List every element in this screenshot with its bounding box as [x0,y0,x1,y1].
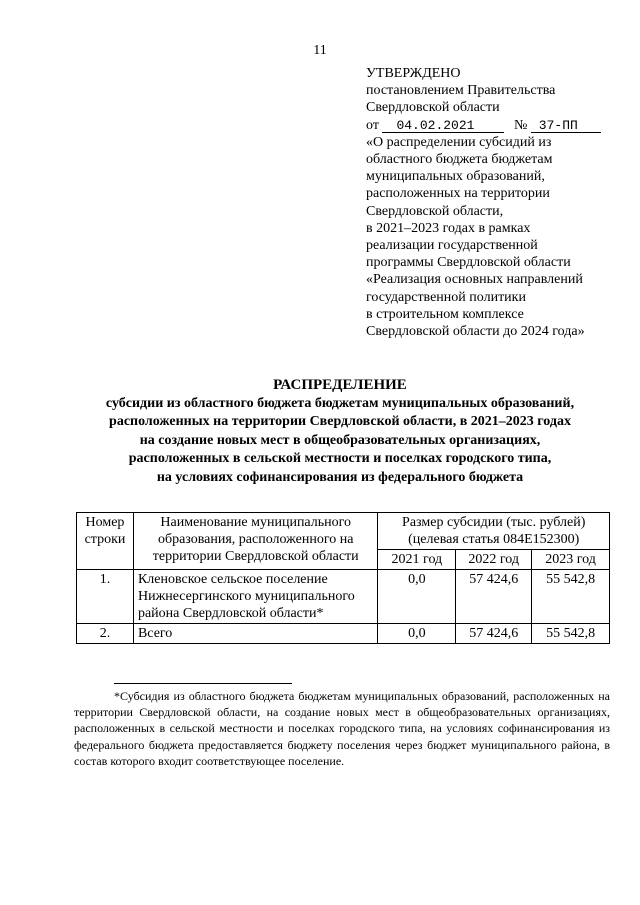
header-municipality: Наименование муниципального образования, расположенного на территории Свердловской области [133,513,377,570]
title-line: расположенных в сельской местности и поселках городского типа, [128,451,552,467]
approval-title-line: «О распределении субсидий из [366,134,552,150]
title-main: РАСПРЕДЕЛЕНИЕ [273,377,407,393]
number-prefix: № [513,117,528,133]
approval-date-line [366,117,616,134]
date-prefix: от [366,117,379,133]
title-line: расположенных на территории Свердловской области, в 2021–2023 годах [109,414,571,430]
approval-title-line: «Реализация основных направлений [366,272,583,288]
row-value-2023: 55 542,8 [532,624,610,644]
row-number: 1. [77,570,134,624]
approval-line: постановлением Правительства [366,83,556,99]
approval-title-line: областного бюджета бюджетам [366,152,553,168]
approval-title-line: государственной политики [366,289,526,305]
row-value-2022: 57 424,6 [456,624,532,644]
approval-title-line: Свердловской области, [366,203,504,219]
header-year: 2022 год [456,550,532,570]
approval-heading: УТВЕРЖДЕНО [366,66,461,81]
row-value-2021: 0,0 [378,624,456,644]
footnote-divider [114,683,292,684]
approval-title-line: расположенных на территории [366,186,550,202]
footnote: *Субсидия из областного бюджета бюджетам муниципальных образований, расположенных на территории Свердловской области, на создание новых мест в общеобразовательных организациях, расположенных в сельской местности и поселках городского типа, на условиях софинансирования из федерального бюджета предоставляется бюджету поселения через бюджет муниципального района, в состав которого входит соответствующее поселение. [74,689,610,768]
approval-title-line: Свердловской области до 2024 года» [366,324,585,340]
approval-title-line: в 2021–2023 годах в рамках [366,220,531,236]
header-subsidy: Размер субсидии (тыс. рублей) (целевая статья 084E152300) [378,513,610,550]
title-line: субсидии из областного бюджета бюджетам муниципальных образований, [105,395,575,411]
row-number: 2. [77,624,134,644]
title-line: на создание новых мест в общеобразовательных организациях, [139,432,541,448]
header-row-number: Номер строки [77,513,134,570]
row-municipality: Кленовское сельское поселение Нижнесергинского муниципального района Свердловской области* [133,570,377,624]
row-value-2022: 57 424,6 [456,570,532,624]
subsidy-table [76,512,610,644]
approval-date: 04.02.2021 [382,119,504,133]
approval-title-line: в строительном комплексе [366,306,524,322]
table-row-total [77,624,610,644]
approval-line: Свердловской области [366,100,500,116]
row-value-2023: 55 542,8 [532,570,610,624]
page-number: 11 [313,43,327,58]
approval-title-line: программы Свердловской области [366,255,571,271]
table-row [77,570,610,624]
table-header-row [77,513,610,550]
approval-title-line: муниципальных образований, [366,169,545,185]
header-year: 2023 год [532,550,610,570]
approval-title-line: реализации государственной [366,238,538,254]
document-title [60,376,620,488]
approval-number: 37-ПП [531,119,601,133]
row-municipality: Всего [133,624,377,644]
row-value-2021: 0,0 [378,570,456,624]
header-year: 2021 год [378,550,456,570]
title-line: на условиях софинансирования из федерального бюджета [156,469,524,485]
approval-block [366,65,616,340]
